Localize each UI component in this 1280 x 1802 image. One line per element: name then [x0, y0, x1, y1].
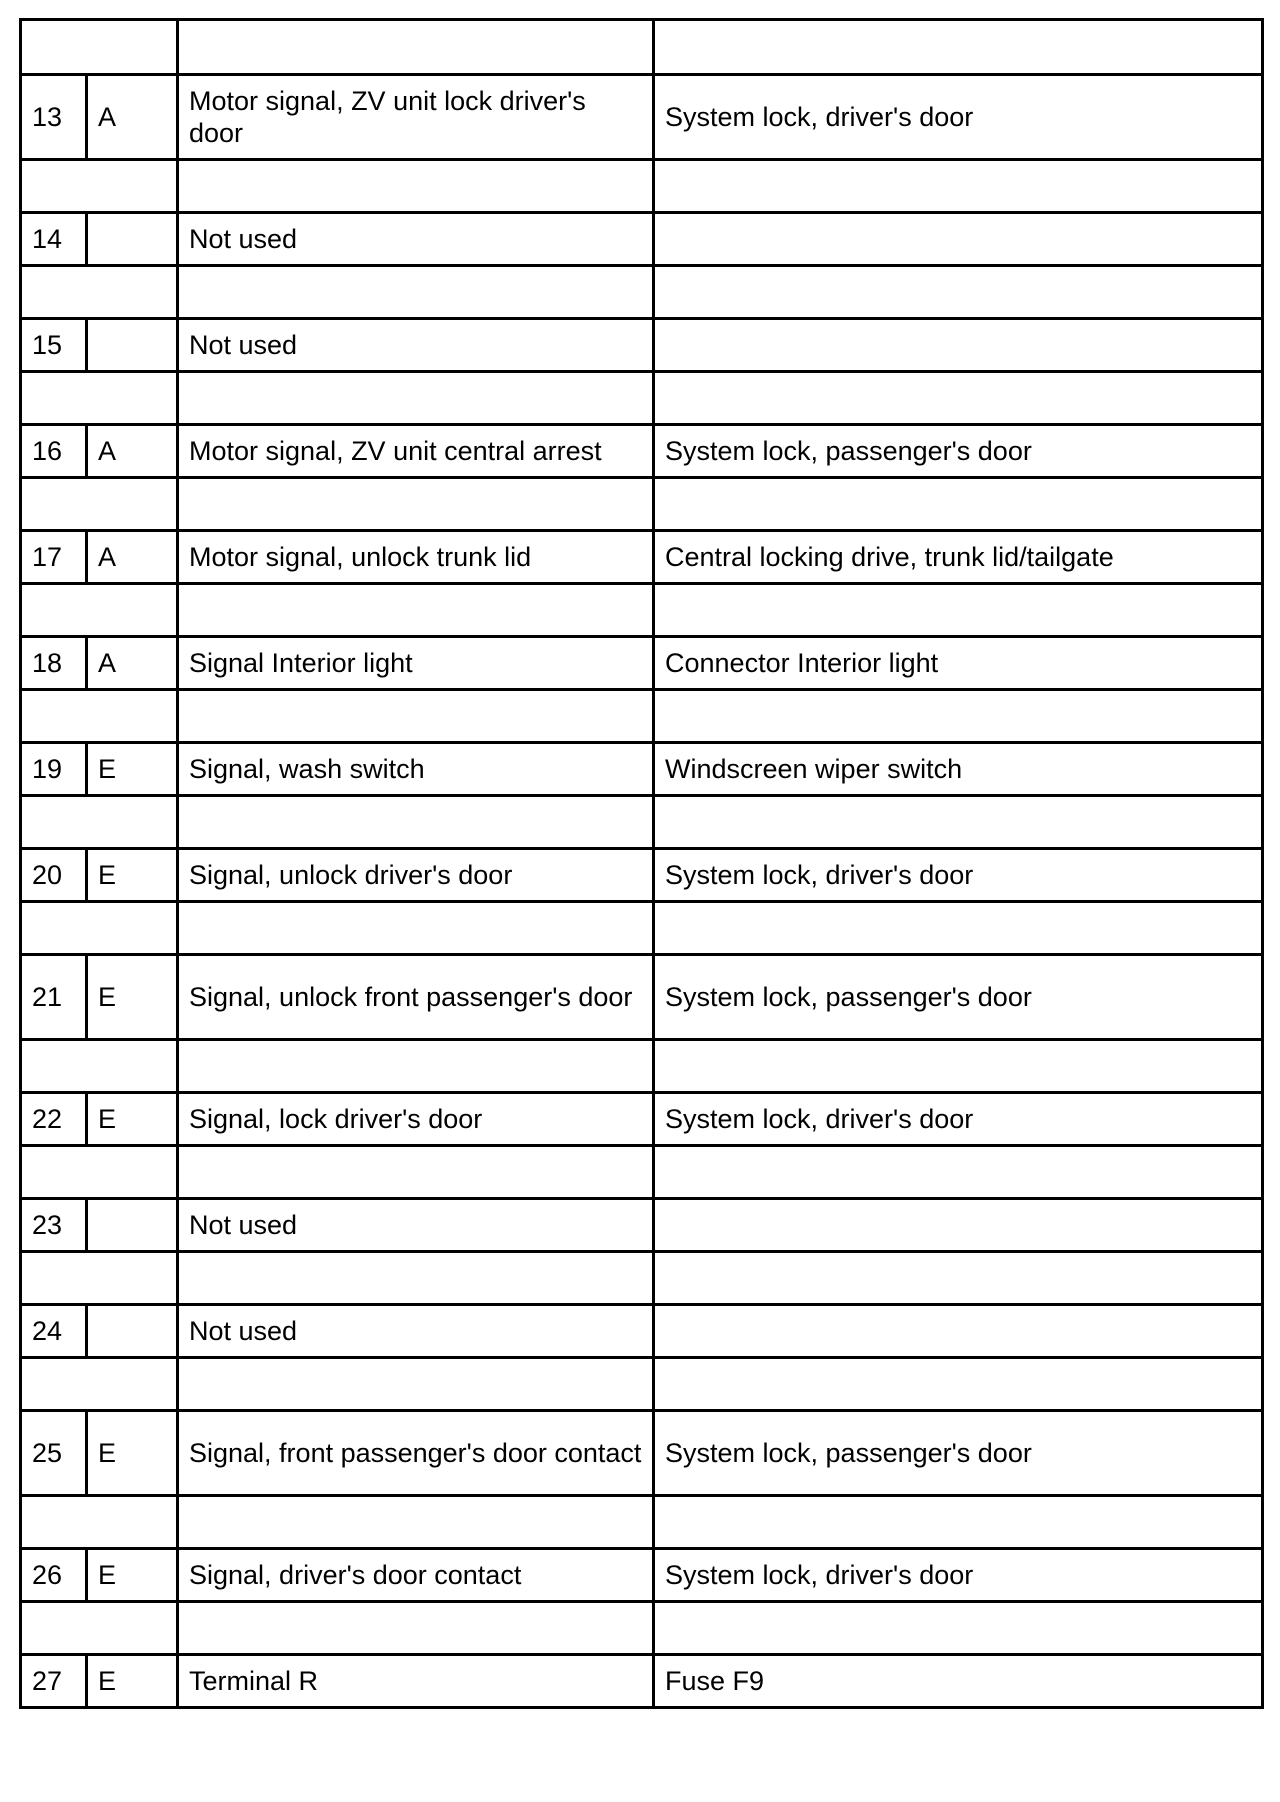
table-row: [21, 1655, 1263, 1708]
signal-direction: E: [87, 1655, 178, 1708]
pin-assignment-table: [19, 18, 1264, 1709]
spacer-row: [21, 902, 1263, 955]
table-row: [21, 955, 1263, 1040]
table-row: [21, 637, 1263, 690]
spacer-row: [21, 796, 1263, 849]
pin-number: 22: [21, 1093, 87, 1146]
pin-number: 18: [21, 637, 87, 690]
connected-component: Windscreen wiper switch: [654, 743, 1263, 796]
signal-direction: A: [87, 531, 178, 584]
connected-component: Connector Interior light: [654, 637, 1263, 690]
signal-direction: [87, 319, 178, 372]
pin-number: 20: [21, 849, 87, 902]
signal-description: Signal, lock driver's door: [178, 1093, 654, 1146]
empty-cell: [21, 20, 178, 75]
signal-description: Not used: [178, 1199, 654, 1252]
spacer-row: [21, 1252, 1263, 1305]
signal-description: Motor signal, ZV unit central arrest: [178, 425, 654, 478]
pin-number: 19: [21, 743, 87, 796]
table-row: [21, 1411, 1263, 1496]
signal-direction: E: [87, 1093, 178, 1146]
pin-number: 23: [21, 1199, 87, 1252]
signal-direction: A: [87, 425, 178, 478]
spacer-row: [21, 372, 1263, 425]
table-row: [21, 425, 1263, 478]
spacer-row: [21, 584, 1263, 637]
signal-description: Signal, unlock driver's door: [178, 849, 654, 902]
connected-component: System lock, passenger's door: [654, 1411, 1263, 1496]
empty-cell: [178, 20, 654, 75]
spacer-row: [21, 1602, 1263, 1655]
signal-direction: [87, 1199, 178, 1252]
signal-direction: [87, 213, 178, 266]
pin-number: 25: [21, 1411, 87, 1496]
spacer-row: [21, 1496, 1263, 1549]
table-row: [21, 743, 1263, 796]
table-row: [21, 1549, 1263, 1602]
signal-direction: [87, 1305, 178, 1358]
spacer-row: [21, 1146, 1263, 1199]
signal-direction: A: [87, 637, 178, 690]
signal-description: Motor signal, ZV unit lock driver's door: [178, 75, 654, 160]
table-header-row: [21, 20, 1263, 75]
pin-number: 16: [21, 425, 87, 478]
signal-direction: E: [87, 955, 178, 1040]
signal-direction: E: [87, 1549, 178, 1602]
connected-component: [654, 1305, 1263, 1358]
signal-description: Signal, front passenger's door contact: [178, 1411, 654, 1496]
signal-description: Not used: [178, 1305, 654, 1358]
connected-component: [654, 213, 1263, 266]
signal-description: Signal, unlock front passenger's door: [178, 955, 654, 1040]
table-row: [21, 849, 1263, 902]
connected-component: [654, 1199, 1263, 1252]
pin-number: 13: [21, 75, 87, 160]
spacer-row: [21, 478, 1263, 531]
table-row: [21, 75, 1263, 160]
signal-direction: E: [87, 849, 178, 902]
signal-description: Signal, wash switch: [178, 743, 654, 796]
spacer-row: [21, 1358, 1263, 1411]
signal-description: Signal, driver's door contact: [178, 1549, 654, 1602]
connected-component: Fuse F9: [654, 1655, 1263, 1708]
connected-component: Central locking drive, trunk lid/tailgate: [654, 531, 1263, 584]
signal-description: Motor signal, unlock trunk lid: [178, 531, 654, 584]
table-row: [21, 1093, 1263, 1146]
pin-number: 14: [21, 213, 87, 266]
table-row: [21, 1305, 1263, 1358]
signal-direction: E: [87, 1411, 178, 1496]
connected-component: System lock, driver's door: [654, 1549, 1263, 1602]
connected-component: System lock, passenger's door: [654, 425, 1263, 478]
connected-component: System lock, driver's door: [654, 1093, 1263, 1146]
empty-cell: [654, 20, 1263, 75]
table-row: [21, 319, 1263, 372]
table-row: [21, 213, 1263, 266]
pin-number: 21: [21, 955, 87, 1040]
signal-description: Signal Interior light: [178, 637, 654, 690]
spacer-row: [21, 1040, 1263, 1093]
signal-direction: E: [87, 743, 178, 796]
signal-description: Not used: [178, 213, 654, 266]
table-row: [21, 531, 1263, 584]
signal-direction: A: [87, 75, 178, 160]
signal-description: Not used: [178, 319, 654, 372]
connected-component: System lock, passenger's door: [654, 955, 1263, 1040]
spacer-row: [21, 266, 1263, 319]
pin-number: 17: [21, 531, 87, 584]
pin-number: 27: [21, 1655, 87, 1708]
connected-component: System lock, driver's door: [654, 75, 1263, 160]
spacer-row: [21, 690, 1263, 743]
connected-component: System lock, driver's door: [654, 849, 1263, 902]
table-row: [21, 1199, 1263, 1252]
pin-number: 26: [21, 1549, 87, 1602]
signal-description: Terminal R: [178, 1655, 654, 1708]
pin-number: 24: [21, 1305, 87, 1358]
connected-component: [654, 319, 1263, 372]
spacer-row: [21, 160, 1263, 213]
pin-number: 15: [21, 319, 87, 372]
